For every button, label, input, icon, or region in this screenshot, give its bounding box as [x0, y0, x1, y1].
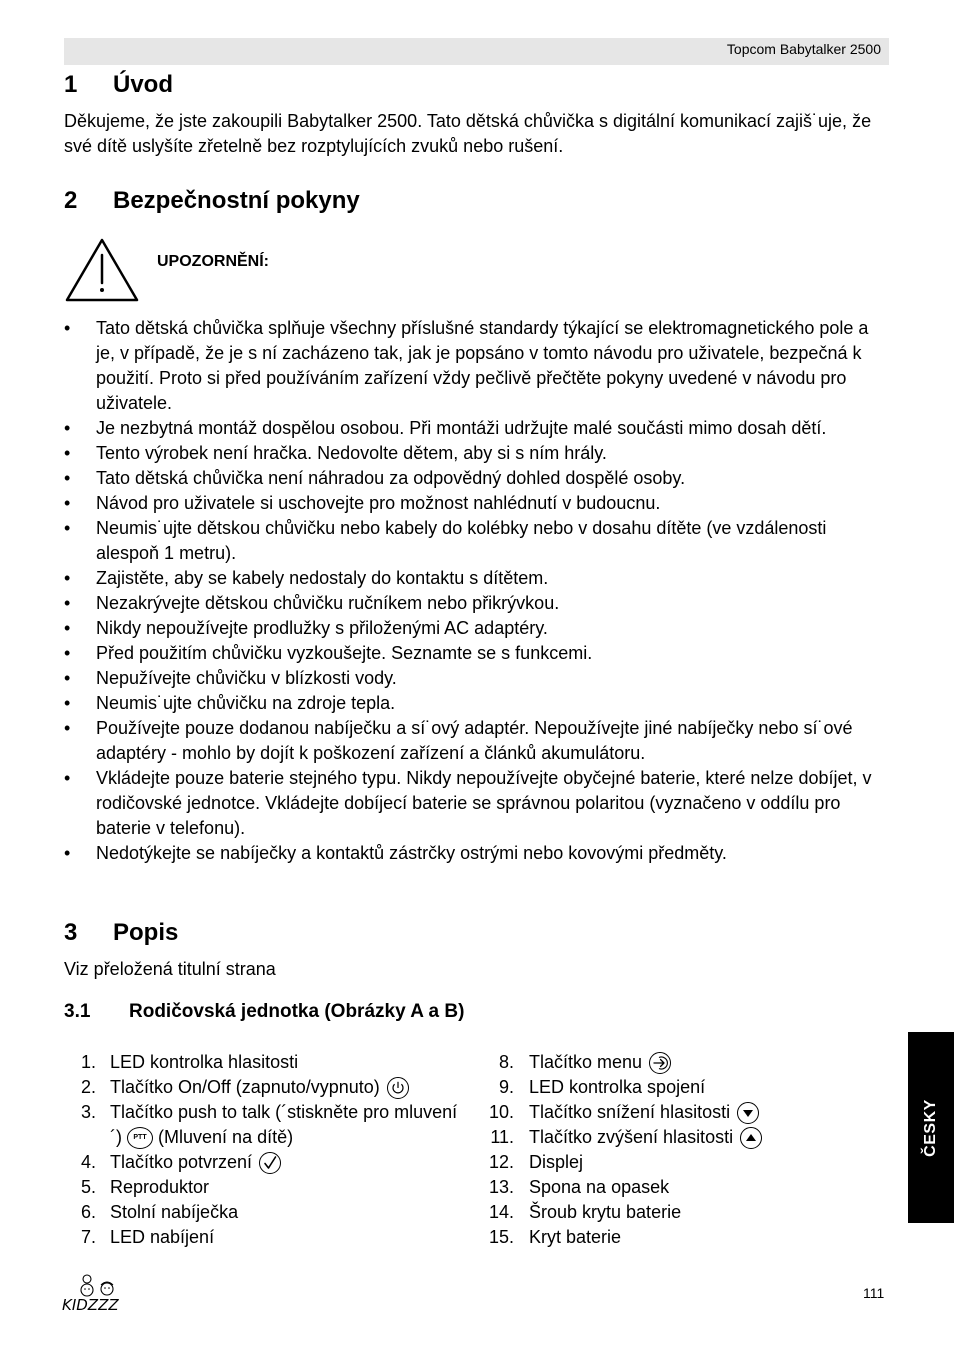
item-number: 6. [80, 1202, 96, 1222]
list-item [64, 1175, 464, 1200]
language-side-tab [908, 1032, 954, 1223]
section-1-number: 1 [64, 71, 78, 98]
list-item-text: Neumis˙ujte dětskou chůvičku nebo kabely do kolébky nebo v dosahu dítěte (ve vzdálenosti alespoň 1 metru). [96, 518, 827, 563]
bullet-icon: • [64, 668, 71, 688]
item-label-suffix: (Mluvení na dítě) [158, 1127, 294, 1147]
section-1-title: Úvod [113, 71, 173, 98]
list-item [64, 416, 889, 441]
page-number: 111 [863, 1285, 885, 1301]
list-item [483, 1075, 883, 1100]
bullet-icon: • [64, 468, 71, 488]
item-number: 3. [80, 1102, 96, 1122]
item-number: 2. [80, 1077, 96, 1097]
bullet-icon: • [64, 643, 71, 663]
bullet-icon: • [64, 418, 71, 438]
item-label: Kryt baterie [529, 1227, 622, 1247]
list-item [483, 1100, 883, 1125]
item-label: Tlačítko push to talk (´stiskněte pro mluvení´) [110, 1102, 458, 1147]
subsection-title: Rodičovská jednotka (Obrázky A a B) [129, 1001, 465, 1022]
list-item [64, 1050, 464, 1075]
list-item [64, 491, 889, 516]
section-3-number: 3 [64, 919, 78, 946]
list-item [483, 1150, 883, 1175]
list-item [64, 566, 889, 591]
list-item [64, 691, 889, 716]
bullet-icon: • [64, 443, 71, 463]
list-item [64, 666, 889, 691]
item-label: LED nabíjení [110, 1227, 215, 1247]
list-item-text: Před použitím chůvičku vyzkoušejte. Seznamte se s funkcemi. [96, 643, 593, 663]
safety-bullet-list [64, 316, 889, 866]
bullet-icon: • [64, 518, 71, 538]
item-label: Tlačítko zvýšení hlasitosti [529, 1127, 734, 1147]
item-label: Tlačítko On/Off (zapnuto/vypnuto) [110, 1077, 380, 1097]
bullet-icon: • [64, 718, 71, 738]
item-number: 12. [488, 1152, 514, 1172]
list-item-text: Je nezbytná montáž dospělou osobou. Při montáži udržujte malé součásti mimo dosah dětí. [96, 418, 827, 438]
list-item [64, 1200, 464, 1225]
list-item-text: Nikdy nepoužívejte prodlužky s přiloženými AC adaptéry. [96, 618, 548, 638]
volume-up-icon [740, 1127, 762, 1149]
item-label: Displej [529, 1152, 584, 1172]
parts-list-left [64, 1050, 464, 1250]
page-header-bar [64, 38, 889, 65]
parts-list-right [483, 1050, 883, 1250]
list-item-text: Neumis˙ujte chůvičku na zdroje tepla. [96, 693, 396, 713]
item-label: Tlačítko potvrzení [110, 1152, 253, 1172]
list-item [64, 716, 889, 766]
list-item [483, 1125, 883, 1150]
list-item [64, 1100, 464, 1150]
list-item [64, 591, 889, 616]
list-item-text: Zajistěte, aby se kabely nedostaly do kontaktu s dítětem. [96, 568, 549, 588]
item-number: 14. [488, 1202, 514, 1222]
list-item [64, 441, 889, 466]
list-item-text: Nezakrývejte dětskou chůvičku ručníkem nebo přikrývkou. [96, 593, 560, 613]
item-number: 11. [490, 1127, 514, 1147]
bullet-icon: • [64, 693, 71, 713]
list-item [64, 641, 889, 666]
bullet-icon: • [64, 618, 71, 638]
section-2-title: Bezpečnostní pokyny [113, 187, 360, 214]
item-number: 5. [80, 1177, 96, 1197]
bullet-icon: • [64, 593, 71, 613]
header-product-name: Topcom Babytalker 2500 [726, 41, 881, 57]
list-item [64, 466, 889, 491]
section-2-number: 2 [64, 187, 78, 214]
list-item-text: Tato dětská chůvička není náhradou za odpovědný dohled dospělé osoby. [96, 468, 686, 488]
section-3-heading [64, 918, 178, 948]
item-number: 9. [498, 1077, 514, 1097]
list-item [64, 841, 889, 866]
bullet-icon: • [64, 568, 71, 588]
item-number: 4. [80, 1152, 96, 1172]
list-item [64, 1225, 464, 1250]
list-item [483, 1225, 883, 1250]
list-item-text: Návod pro uživatele si uschovejte pro možnost nahlédnutí v budoucnu. [96, 493, 661, 513]
item-label: Šroub krytu baterie [529, 1202, 682, 1222]
item-number: 13. [488, 1177, 514, 1197]
list-item-text: Tento výrobek není hračka. Nedovolte dětem, aby si s ním hrály. [96, 443, 607, 463]
item-label: Tlačítko snížení hlasitosti [529, 1102, 731, 1122]
list-item [64, 1075, 464, 1100]
list-item [64, 516, 889, 566]
kidzzz-logo [60, 1273, 132, 1320]
list-item [483, 1200, 883, 1225]
list-item-text: Používejte pouze dodanou nabíječku a sí˙ový adaptér. Nepoužívejte jiné nabíječky nebo sí˙ové adaptéry - mohlo by dojít k poškození zařízení a článků akumulátoru. [96, 718, 853, 763]
check-icon [259, 1152, 281, 1174]
section-1-heading [64, 70, 173, 100]
list-item [64, 1150, 464, 1175]
subsection-number: 3.1 [64, 1001, 91, 1022]
item-number: 7. [80, 1227, 96, 1247]
item-number: 8. [498, 1052, 514, 1072]
subsection-3-1-heading [64, 999, 464, 1025]
section-2-heading [64, 186, 360, 216]
list-item-text: Nedotýkejte se nabíječky a kontaktů zástrčky ostrými nebo kovovými předměty. [96, 843, 727, 863]
bullet-icon: • [64, 768, 71, 788]
list-item [64, 316, 889, 416]
item-number: 15. [488, 1227, 514, 1247]
item-label: Stolní nabíječka [110, 1202, 239, 1222]
svg-text:KIDZZZ: KIDZZZ [62, 1296, 119, 1314]
language-tab-label: ČESKY [922, 1098, 939, 1157]
ptt-icon: PTT [127, 1127, 153, 1149]
list-item [64, 616, 889, 641]
menu-arrow-icon [649, 1052, 671, 1074]
item-label: LED kontrolka spojení [529, 1077, 706, 1097]
list-item-text: Vkládejte pouze baterie stejného typu. Nikdy nepoužívejte obyčejné baterie, které nelze dobíjet, v rodičovské jednotce. Vkládejte dobíjecí baterie se správnou polaritou (vyznačeno v oddílu pro baterie v telefonu). [96, 768, 872, 838]
section-3-title: Popis [113, 919, 179, 946]
warning-triangle-icon [64, 237, 140, 308]
item-label: Spona na opasek [529, 1177, 670, 1197]
bullet-icon: • [64, 318, 71, 338]
section-1-text: Děkujeme, že jste zakoupili Babytalker 2500. Tato dětská chůvička s digitální komunikací zajiš˙uje, že své dítě uslyšíte zřetelně bez rozptylujících zvuků nebo rušení. [64, 111, 872, 156]
item-label: Tlačítko menu [529, 1052, 643, 1072]
warning-label: UPOZORNĚNÍ: [157, 253, 269, 270]
list-item-text: Tato dětská chůvička splňuje všechny příslušné standardy týkající se elektromagnetického pole a je, v případě, že je s ní zacházeno tak, jak je popsáno v tomto návodu pro uživatele, bezpečná k použití. Proto si před používáním zařízení vždy pečlivě přečtěte pokyny uvedené v návodu pro uživatele. [96, 318, 869, 413]
volume-down-icon [737, 1102, 759, 1124]
bullet-icon: • [64, 493, 71, 513]
power-icon [387, 1077, 409, 1099]
list-item-text: Nepužívejte chůvičku v blízkosti vody. [96, 668, 397, 688]
bullet-icon: • [64, 843, 71, 863]
item-number: 1. [80, 1052, 96, 1072]
section-3-text: Viz přeložená titulní strana [64, 959, 276, 979]
item-number: 10. [488, 1102, 514, 1122]
list-item [64, 766, 889, 841]
list-item [483, 1175, 883, 1200]
item-label: Reproduktor [110, 1177, 210, 1197]
list-item [483, 1050, 883, 1075]
item-label: LED kontrolka hlasitosti [110, 1052, 299, 1072]
